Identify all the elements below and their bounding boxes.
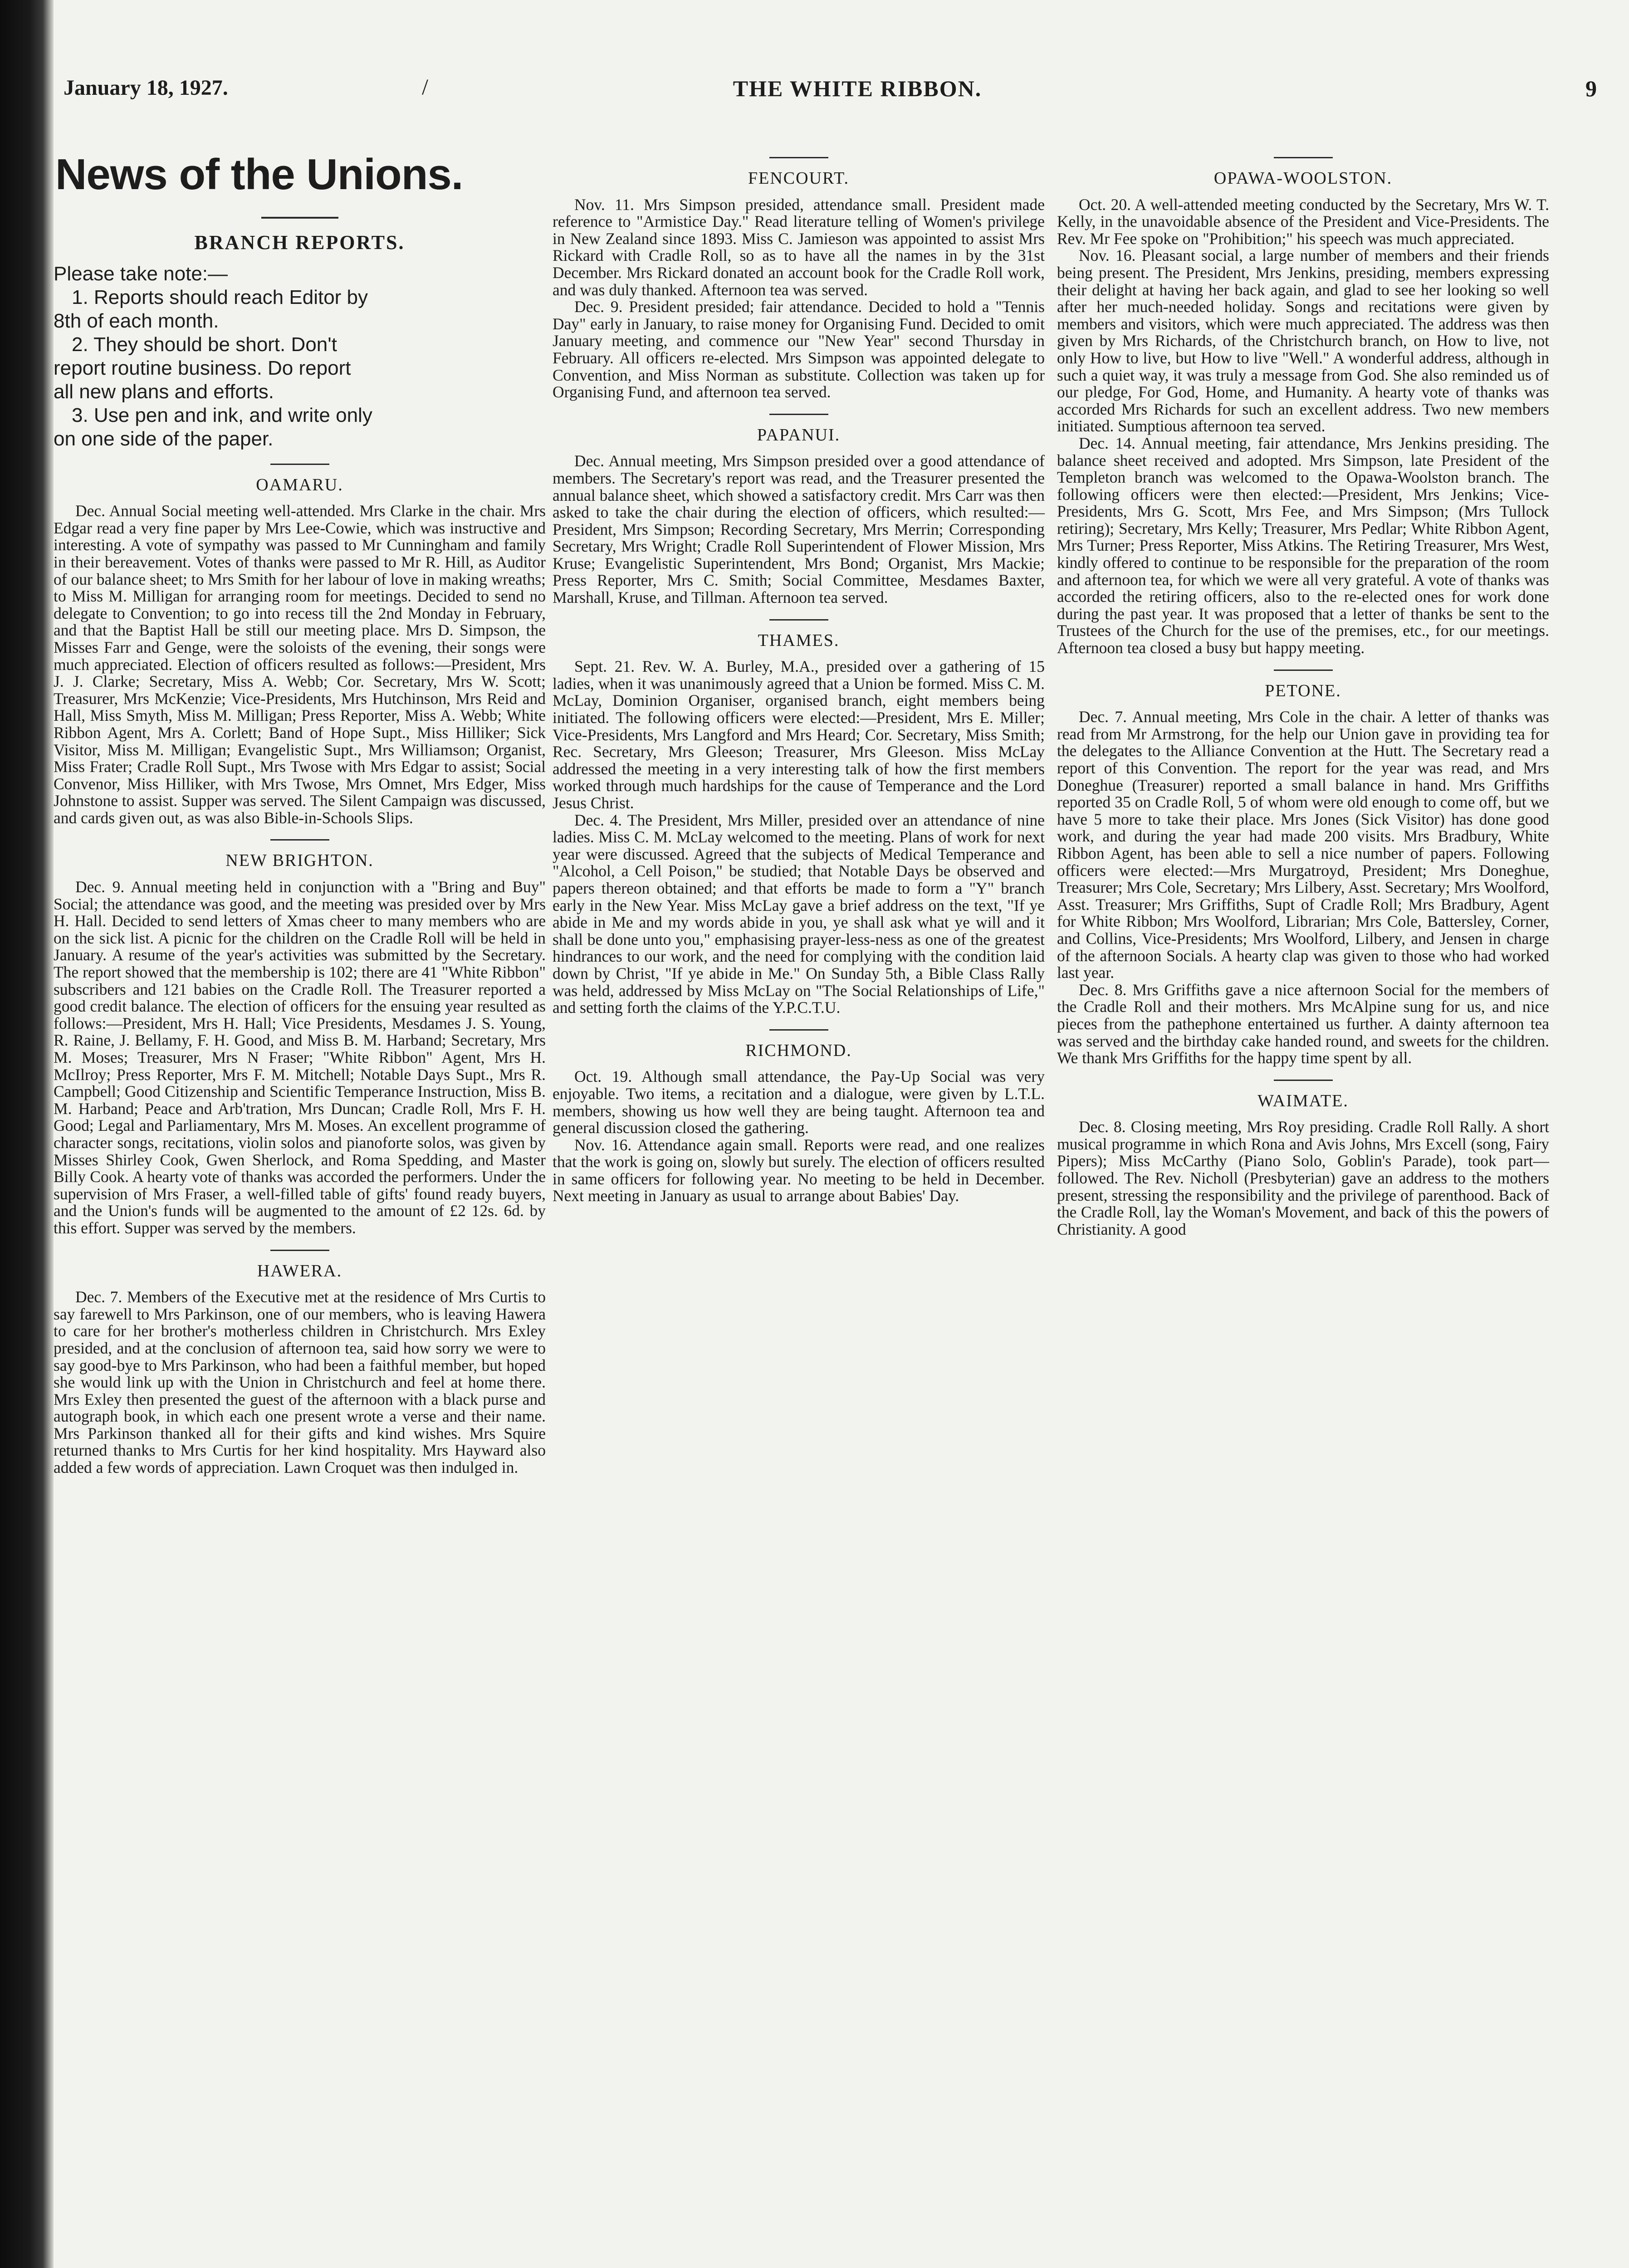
margin-mark: / bbox=[422, 74, 428, 99]
report-paragraph: Dec. Annual meeting, Mrs Simpson presided over a good attendance of members. The Secretary's report was read, and the Treasurer presented the annual balance sheet, which showed a satisfactory credit. Mrs Carr was then asked to take the chair during the election of officers, which resulted:—President, Mrs Simpson; Recording Secretary, Mrs Merrin; Corresponding Secretary, Mrs Wright; Cradle Roll Superintendent of Flower Mission, Mrs Kruse; Evangelistic Superintendent, Mrs Bond; Organist, Mrs Mackie; Press Reporter, Mrs C. Smith; Social Committee, Mesdames Baxter, Marshall, Kruse, and Tillman. Afternoon tea served. bbox=[553, 452, 1045, 607]
report-heading-hawera: HAWERA. bbox=[257, 1261, 342, 1281]
report-heading-waimate: WAIMATE. bbox=[1257, 1091, 1349, 1110]
report-heading-thames: THAMES. bbox=[758, 631, 840, 650]
publication-title: THE WHITE RIBBON. bbox=[733, 76, 982, 101]
divider-rule bbox=[769, 1029, 828, 1031]
report-paragraph: Dec. 4. The President, Mrs Miller, presided over an attendance of nine ladies. Miss C. M. McLay welcomed to the meeting. Plans of work for next year were discussed. Agreed that the subjects of Medical Temperance and "Alcohol, a Cell Poison," be studied; that Notable Days be observed and papers thereon obtained; and that efforts be made to form a "Y" branch early in the New Year. Miss McLay gave a brief address on the text, "If ye abide in Me and my words abide in you, ye shall ask what ye will and it shall be done unto you," emphasising prayer-less-ness as one of the greatest hindrances to our work, and the need for complying with the condition laid down by Christ, "If ye abide in Me." On Sunday 5th, a Bible Class Rally was held, addressed by Miss McLay on "The Social Relationships of Life," and setting forth the claims of the Y.P.C.T.U. bbox=[553, 811, 1045, 1017]
report-heading-oamaru: OAMARU. bbox=[256, 475, 343, 494]
report-paragraph: Nov. 11. Mrs Simpson presided, attendance small. President made reference to "Armistice Day." Read literature telling of Women's privilege in New Zealand since 1893. Miss C. Jamieson was appointed to assist Mrs Rickard with Cradle Roll, so as to have all the names in by the 31st December. Mrs Rickard donated an account book for the Cradle Roll work, and was duly thanked. Afternoon tea was served. bbox=[553, 195, 1045, 299]
notice-line: all new plans and efforts. bbox=[54, 380, 274, 403]
report-heading-fencourt: FENCOURT. bbox=[748, 169, 849, 188]
report-heading-opawa-woolston: OPAWA-WOOLSTON. bbox=[1213, 169, 1393, 188]
report-paragraph: Oct. 19. Although small attendance, the Pay-Up Social was very enjoyable. Two items, a recitation and a dialogue, were given by L.T.L. members, showing us how well they are being taught. Afternoon tea and general discussion closed the gathering. bbox=[553, 1067, 1045, 1137]
report-heading-new-brighton: NEW BRIGHTON. bbox=[225, 851, 374, 870]
page-number: 9 bbox=[1585, 76, 1597, 101]
issue-date: January 18, 1927. bbox=[64, 76, 228, 100]
divider-rule bbox=[769, 619, 828, 621]
report-paragraph: Oct. 20. A well-attended meeting conducted by the Secretary, Mrs W. T. Kelly, in the unavoidable absence of the President and Vice-Presidents. The Rev. Mr Fee spoke on "Prohibition;" his speech was much appreciated. bbox=[1057, 195, 1549, 248]
report-paragraph: Nov. 16. Attendance again small. Reports were read, and one realizes that the work is going on, slowly but surely. The election of officers resulted in same officers for following year. No meeting to be held in December. Next meeting in January as usual to arrange about Babies' Day. bbox=[553, 1135, 1045, 1205]
column-2 bbox=[553, 144, 1045, 1205]
divider-rule bbox=[769, 157, 828, 158]
divider-rule bbox=[769, 414, 828, 415]
notice-box bbox=[54, 262, 546, 451]
section-masthead: News of the Unions. bbox=[55, 150, 463, 199]
divider-rule bbox=[1274, 670, 1333, 671]
notice-line: report routine business. Do report bbox=[54, 357, 351, 379]
report-paragraph: Dec. 9. President presided; fair attendance. Decided to hold a "Tennis Day" early in January, to raise money for Organising Fund. Decided to omit January meeting, and commence our "New Year" second Thursday in February. All officers re-elected. Mrs Simpson was appointed delegate to Convention, and Miss Norman as substitute. Collection was taken up for Organising Fund, and afternoon tea served. bbox=[553, 298, 1045, 401]
report-heading-papanui: PAPANUI. bbox=[757, 425, 841, 445]
column-3 bbox=[1057, 144, 1549, 1238]
divider-rule bbox=[270, 464, 329, 465]
report-paragraph: Dec. 8. Closing meeting, Mrs Roy presiding. Cradle Roll Rally. A short musical programme in which Rona and Avis Johns, Mrs Excell (song, Fairy Pipers); Miss McCarthy (Piano Solo, Goblin's Parade), took part—followed. The Rev. Nicholl (Presbyterian) gave an address to the mothers present, stressing the responsibility and the privilege of parenthood. Back of the Cradle Roll, lay the Woman's Movement, and back of this the powers of Christianity. A good bbox=[1057, 1118, 1549, 1238]
report-heading-petone: PETONE. bbox=[1265, 681, 1341, 700]
report-paragraph: Dec. 7. Members of the Executive met at the residence of Mrs Curtis to say farewell to Mrs Parkinson, one of our members, who is leaving Hawera to care for her brother's motherless children in Christchurch. Mrs Exley presided, and at the conclusion of afternoon tea, said how sorry we were to say good-bye to Mrs Parkinson, who had been a faithful member, but hoped she would link up with the Union in Christchurch and feel at home there. Mrs Exley then presented the guest of the afternoon with a black purse and autograph book, in which each one present wrote a verse and their name. Mrs Parkinson thanked all for their gifts and kind wishes. Mrs Squire returned thanks to Mrs Curtis for her kind hospitality. Mrs Hayward also added a few words of appreciation. Lawn Croquet was then indulged in. bbox=[54, 1288, 546, 1477]
notice-line: 3. Use pen and ink, and write only bbox=[72, 404, 372, 426]
divider-rule bbox=[1274, 1080, 1333, 1081]
report-paragraph: Dec. 9. Annual meeting held in conjunction with a "Bring and Buy" Social; the attendance was good, and the meeting was presided over by Mrs H. Hall. Decided to send letters of Xmas cheer to many members who are on the sick list. A picnic for the children on the Cradle Roll will be held in January. A resume of the year's activities was submitted by the Secretary. The report showed that the membership is 102; there are 41 "White Ribbon" subscribers and 121 babies on the Cradle Roll. The Treasurer reported a good credit balance. The election of officers for the ensuing year resulted as follows:—President, Mrs H. Hall; Vice Presidents, Mesdames J. S. Young, R. Raine, J. Bellamy, F. H. Good, and Miss B. M. Harband; Secretary, Mrs M. Moses; Treasurer, Mrs N Fraser; "White Ribbon" Agent, Mrs H. McIlroy; Press Reporter, Mrs F. M. Mitchell; Notable Days Supt., Mrs R. Campbell; Good Citizenship and Scientific Temperance Instruction, Miss B. M. Harband; Peace and Arb'tration, Mrs Duncan; Cradle Roll, Mrs F. H. Good; Legal and Parliamentary, Mrs M. Moses. An excellent programme of character songs, recitations, violin solos and pianoforte solos, was given by Misses Shirley Cook, Gwen Sherlock, and Roma Spedding, and Master Billy Cook. A hearty vote of thanks was accorded the performers. Under the supervision of Mrs Fraser, a well-filled table of gifts' found ready buyers, and the Union's funds will be augmented to the amount of £2 12s. 6d. by this effort. Supper was served by the members. bbox=[54, 878, 546, 1237]
branch-reports-title: BRANCH REPORTS. bbox=[194, 231, 405, 254]
notice-line: on one side of the paper. bbox=[54, 427, 274, 450]
report-paragraph: Dec. 7. Annual meeting, Mrs Cole in the chair. A letter of thanks was read from Mr Armstrong, for the help our Union gave in providing tea for the delegates to the Alliance Convention at the Hutt. The Secretary read a report of this Convention. The report for the year was read, and Mrs Doneghue (Treasurer) reported a small balance in hand. Mrs Griffiths reported 35 on Cradle Roll, 5 of whom were old enough to come off, but we have 5 more to take their place. Mrs Jones (Sick Visitor) has done good work, and during the year had made 200 visits. Mrs Bradbury, White Ribbon Agent, has been able to sell a nice number of papers. Following officers were elected:—Mrs Murgatroyd, President; Mrs Doneghue, Treasurer; Mrs Cole, Secretary; Mrs Lilbery, Asst. Secretary; Mrs Woolford, Asst. Treasurer; Mrs Griffiths, Supt of Cradle Roll; Mrs Bradbury, Agent for White Ribbon; Mrs Woolford, Librarian; Mrs Cole, Battersley, Corner, and Collins, Vice-Presidents; Mrs Woolford, Lilbery, and Jensen in charge of the afternoon Socials. A hearty clap was given to those who had worked last year. bbox=[1057, 708, 1549, 982]
report-paragraph: Nov. 16. Pleasant social, a large number of members and their friends being present. The President, Mrs Jenkins, presiding, members expressing their delight at having her back again, and glad to see her looking so well after her much-needed holiday. Songs and recitations were given by members and visitors, which were much appreciated. The address was then given by Mrs Richards, of the Christchurch branch, on How to live, not only How to live, but How to live "Well." A wonderful address, although in such a quiet way, it was truly a message from God. She also reminded us of our pledge, For God, Home, and Humanity. A hearty vote of thanks was accorded Mrs Richards for such an excellent address. Two new members initiated. Sumptious afternoon tea served. bbox=[1057, 246, 1549, 435]
divider-rule bbox=[261, 217, 338, 219]
notice-line: 2. They should be short. Don't bbox=[72, 333, 337, 356]
report-paragraph: Dec. 14. Annual meeting, fair attendance, Mrs Jenkins presiding. The balance sheet received and adopted. Mrs Simpson, late President of the Templeton branch was welcomed to the Opawa-Woolston branch. The following officers were then elected:—President, Mrs Jenkins; Vice-Presidents, Mrs G. Scott, Mrs Fee, and Mrs Simpson; (Mrs Tullock retiring); Secretary, Mrs Kelly; Treasurer, Mrs Pedlar; White Ribbon Agent, Mrs Turner; Press Reporter, Miss Atkins. The Retiring Treasurer, Mrs West, kindly offered to continue to be responsible for the preparation of the room and afternoon tea, for which we were all very grateful. A vote of thanks was accorded the retiring officers, also to the re-elected ones for work done during the past year. It was proposed that a letter of thanks be sent to the Trustees of the Church for the use of the premises, etc., for our meetings. Afternoon tea closed a busy but happy meeting. bbox=[1057, 434, 1549, 657]
column-1 bbox=[54, 144, 546, 1476]
report-paragraph: Dec. 8. Mrs Griffiths gave a nice afternoon Social for the members of the Cradle Roll and their mothers. Mrs McAlpine sung for us, and nice pieces from the pathephone entertained us further. A dainty afternoon tea was served and the birthday cake handed round, and sweets for the children. We thank Mrs Griffiths for the happy time spent by all. bbox=[1057, 980, 1549, 1067]
report-heading-richmond: RICHMOND. bbox=[745, 1041, 852, 1060]
report-paragraph: Sept. 21. Rev. W. A. Burley, M.A., presided over a gathering of 15 ladies, when it was unanimously agreed that a Union be formed. Miss C. M. McLay, Dominion Organiser, organised branch, eight members being initiated. The following officers were elected:—President, Mrs E. Miller; Vice-Presidents, Mrs Langford and Mrs Heard; Cor. Secretary, Miss Smith; Rec. Secretary, Mrs Gleeson; Treasurer, Mrs Gleeson. Miss McLay addressed the meeting in a very interesting talk of how the first members worked through much hardships for the cause of Temperance and the Lord Jesus Christ. bbox=[553, 657, 1045, 812]
divider-rule bbox=[270, 839, 329, 841]
running-head bbox=[64, 75, 1597, 107]
report-paragraph: Dec. Annual Social meeting well-attended. Mrs Clarke in the chair. Mrs Edgar read a very fine paper by Mrs Lee-Cowie, which was instructive and interesting. A vote of sympathy was passed to Mr Cunningham and family in their bereavement. Votes of thanks were passed to Mr R. Hill, as Auditor of our balance sheet; to Mrs Smith for her labour of love in making wreaths; to Miss M. Milligan for arranging room for meetings. Decided to send no delegate to Convention; to go into recess till the 2nd Monday in February, and that the Baptist Hall be still our meeting place. Mrs D. Simpson, the Misses Farr and Genge, were the soloists of the evening, their songs were much appreciated. Election of officers resulted as follows:—President, Mrs J. J. Clarke; Secretary, Miss A. Webb; Cor. Secretary, Mrs W. Scott; Treasurer, Mrs McKenzie; Vice-Presidents, Mrs Hutchinson, Mrs Reid and Hall, Miss Smyth, Miss M. Milligan; Press Reporter, Miss A. Webb; White Ribbon Agent, Mrs A. Corlett; Band of Hope Supt., Miss Hilliker; Sick Visitor, Miss M. Milligan; Evangelistic Supt., Mrs Williamson; Organist, Miss Frater; Cradle Roll Supt., Mrs Twose with Mrs Edgar to assist; Social Convenor, Miss Hilliker, with Mrs Twose, Mrs Omnet, Mrs Edger, Miss Johnstone to assist. Supper was served. The Silent Campaign was discussed, and cards given out, as was also Bible-in-Schools Slips. bbox=[54, 502, 546, 827]
scanned-binding-edge bbox=[0, 0, 54, 2268]
notice-line: 8th of each month. bbox=[54, 309, 219, 332]
notice-line: 1. Reports should reach Editor by bbox=[72, 286, 368, 308]
divider-rule bbox=[1274, 157, 1333, 158]
notice-line: Please take note:— bbox=[54, 262, 228, 285]
divider-rule bbox=[270, 1250, 329, 1251]
